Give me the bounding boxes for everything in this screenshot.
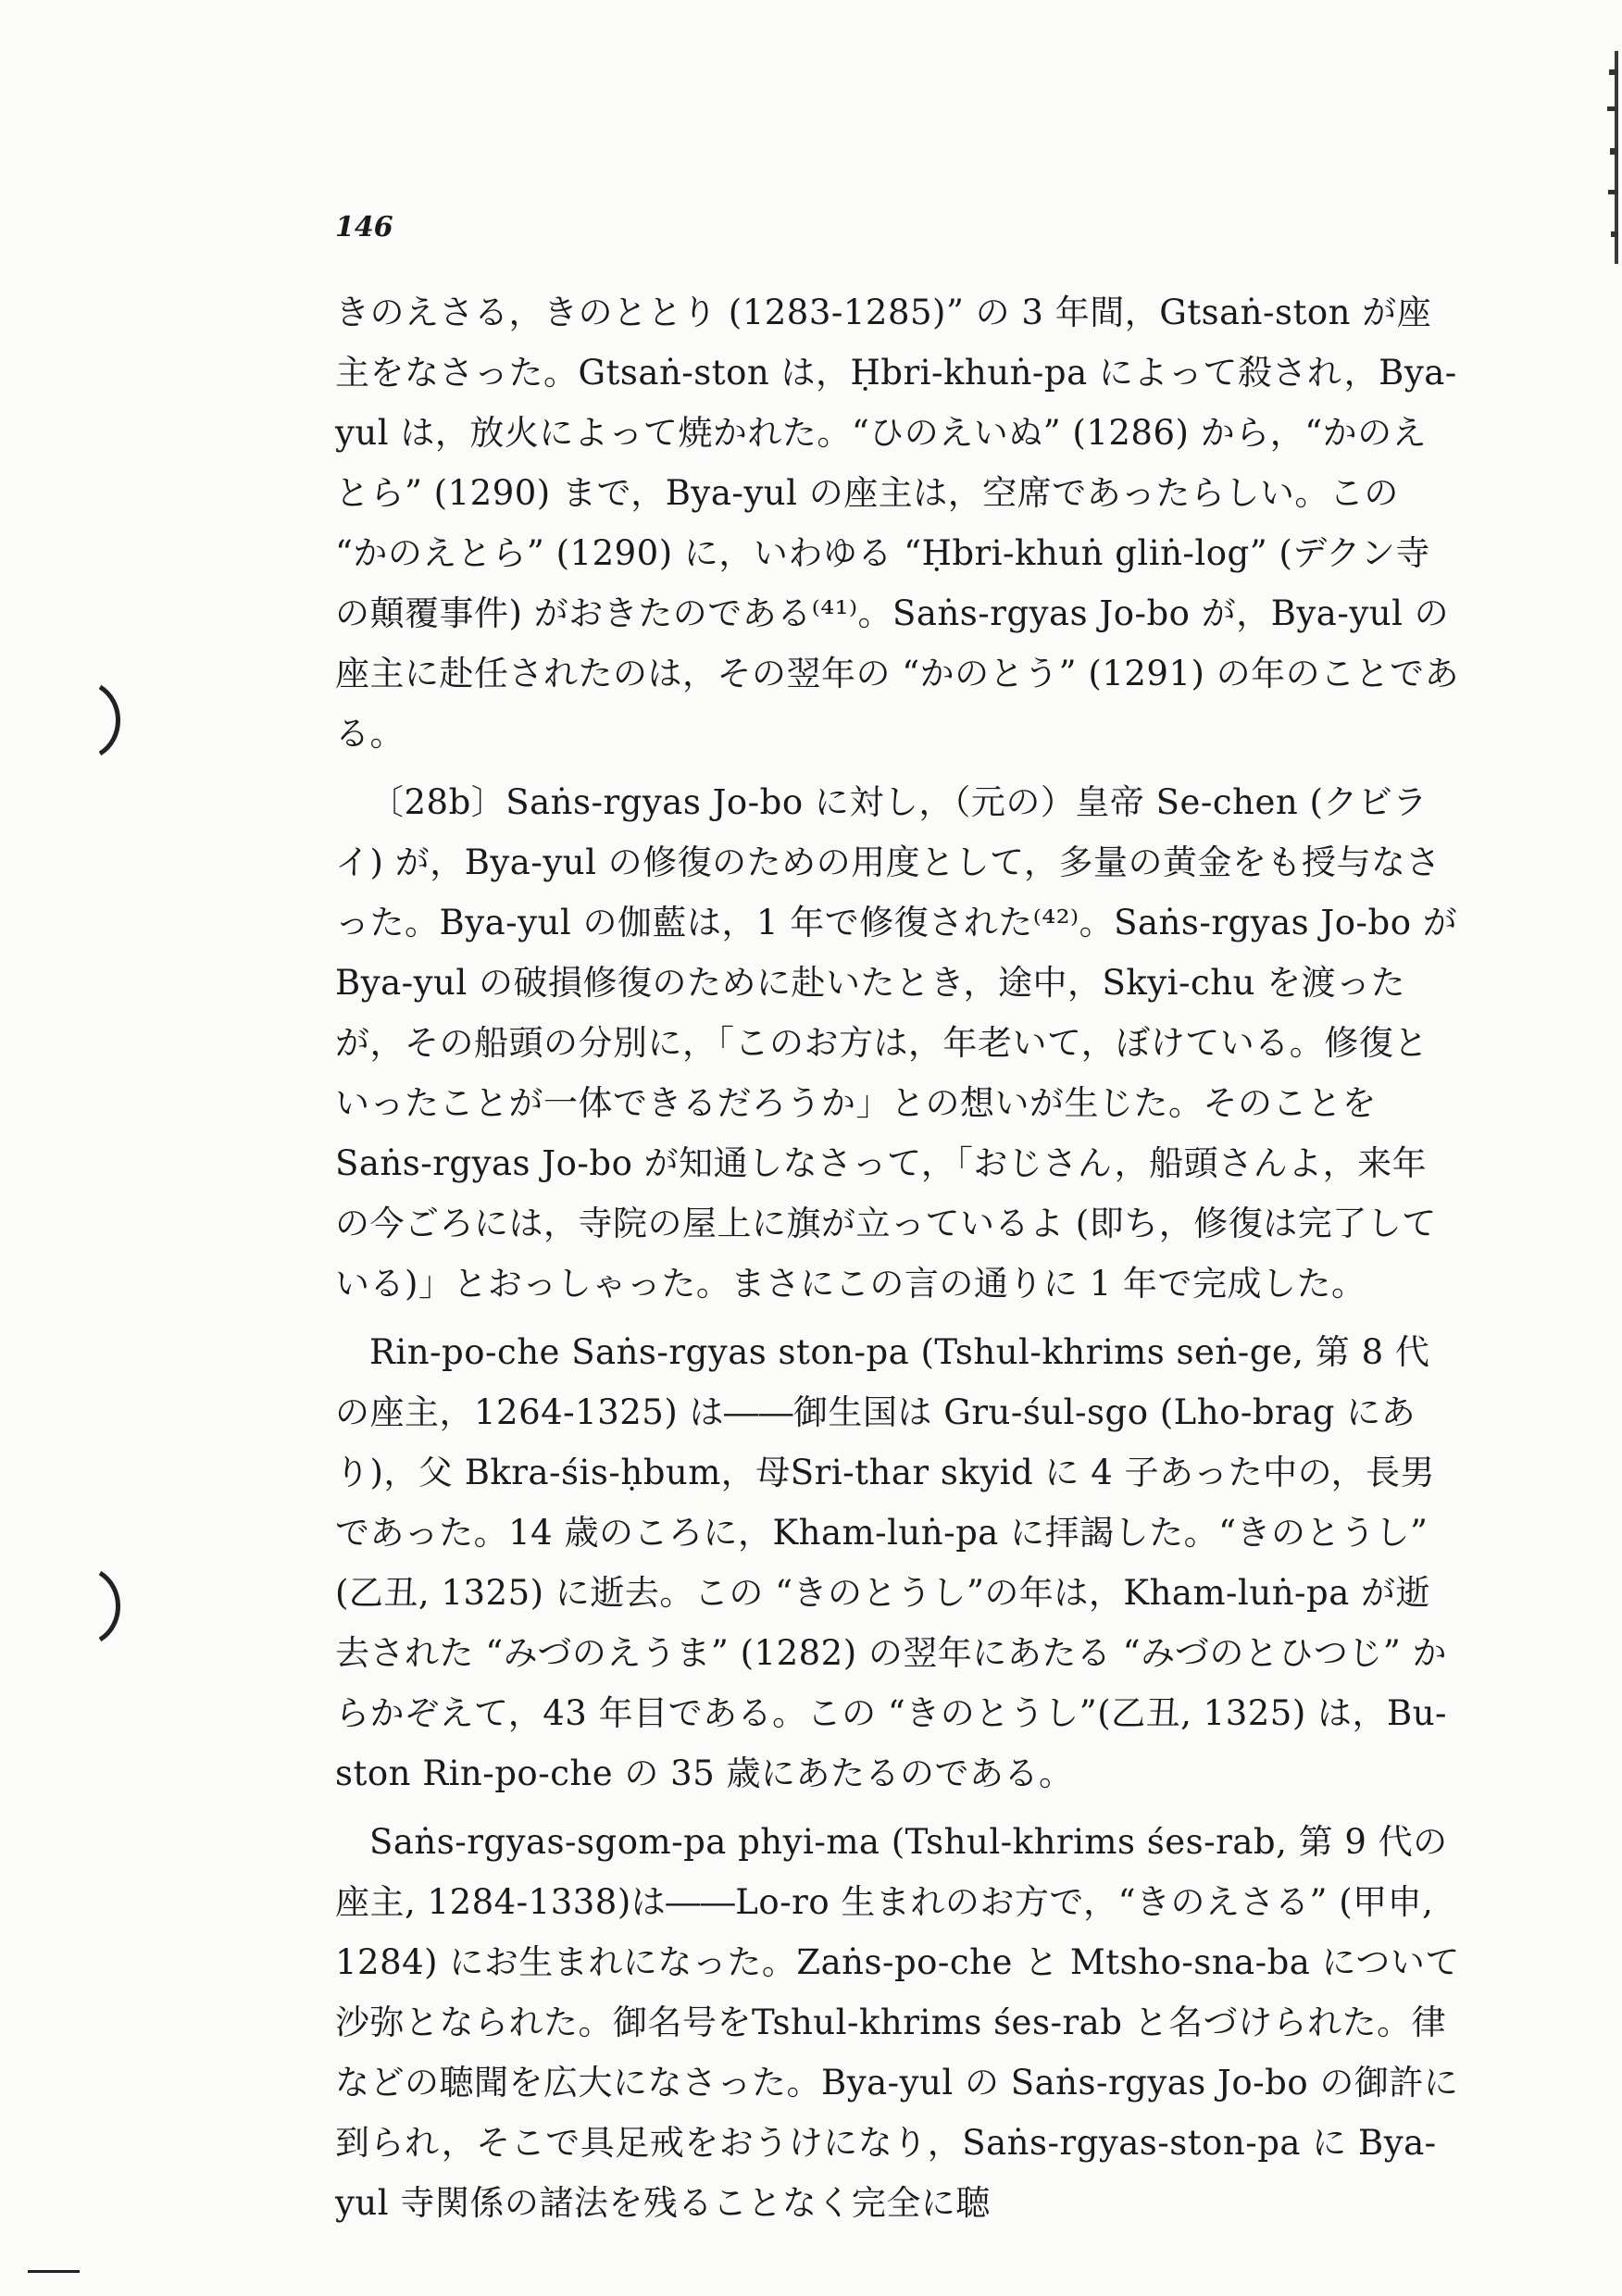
text-line: った。Gtsaṅ-ston は，Ḥbri-khuṅ-pa によって殺され，Bya-yul は，放火に — [335, 353, 1457, 453]
text-line: っているよ (即ち，修復は完了している)」とおっしゃった。まさにこの — [335, 1204, 1437, 1304]
text-line: Bya-yul の座主は，空席であったらしい。この “かのえとら” (1290) に， — [335, 473, 1399, 573]
text-line: いわゆる “Ḥbri-khuṅ gliṅ-log” (デクン寺の顛覆事件) がおきたのである⁽⁴¹⁾。 — [335, 533, 1430, 633]
text-line: の年は，Kham-luṅ-pa が逝去された “みづのえうま” (1282) の翌年にあた — [335, 1573, 1431, 1673]
text-line: 1325) は――御生国は Gru-śul-sgo (Lho-brag にあり)，父 Bkra-śis-ḥbum，母 — [335, 1392, 1416, 1492]
text-line: Sri-thar skyid に 4 子あった中の，長男であった。14 歳のころに，Kham- — [335, 1453, 1436, 1553]
text-line: った。Zaṅs-po-che と Mtsho-sna-ba について沙弥となられた。御名号を — [335, 1942, 1460, 2042]
text-line: Bya-yul の修復のための用度として，多量の黄金をも授与なさった。Bya- — [335, 842, 1441, 942]
paragraph — [335, 1812, 1460, 2233]
text-line: って，「おじさん，船頭さんよ，来年の今ごろには，寺院の屋上に旗が立 — [335, 1143, 1428, 1243]
text-line: yul の伽藍は，1 年で修復された⁽⁴²⁾。Saṅs-rgyas Jo-bo が Bya-yul の破損 — [335, 903, 1458, 1003]
text-line: Bya-yul の Saṅs-rgyas Jo-bo の御許に到られ，そこで具足戒をおうけにな — [335, 2063, 1459, 2163]
text-line: 〔28b〕Saṅs-rgyas Jo-bo に対し，（元の）皇帝 Se-chen (クビライ) が， — [335, 782, 1428, 882]
text-line: とう” (1291) の年のことである。 — [335, 654, 1460, 754]
body-text — [335, 282, 1460, 2241]
paragraph — [335, 1322, 1460, 1803]
text-line: よって焼かれた。“ひのえいぬ” (1286) から，“かのえとら” (1290) まで， — [335, 413, 1428, 513]
paragraph — [335, 772, 1460, 1314]
scan-edge-marks — [1602, 51, 1622, 264]
text-line: 「このお方は，年老いて，ぼけている。修復といったことが一体できるだ — [335, 1023, 1429, 1123]
page-number: 146 — [335, 211, 393, 243]
text-line: 修復のために赴いたとき，途中，Skyi-chu を渡ったが，その船頭の分別に， — [335, 963, 1406, 1063]
binding-mark — [96, 683, 126, 757]
text-line: は――Lo-ro 生まれのお方で，“きのえさる” (甲申, 1284) にお生まれにな — [335, 1882, 1434, 1982]
text-line: 言の通りに 1 年で完成した。 — [904, 1264, 1366, 1304]
paragraph — [335, 282, 1460, 764]
text-line: Saṅs-rgyas-sgom-pa phyi-ma (Tshul-khrims śes-rab, 第 9 代の座主, 1284-1338) — [335, 1822, 1448, 1922]
binding-mark — [96, 1569, 126, 1643]
text-line: きのえさる，きのととり (1283-1285)” の 3 年間，Gtsaṅ-ston が座主をなさ — [335, 293, 1432, 393]
text-line: る “みづのとひつじ” からかぞえて，43 年目である。この “きのとうし” — [335, 1633, 1448, 1733]
text-line: ろうか」との想いが生じた。そのことを Saṅs-rgyas Jo-bo が知通しなさ — [335, 1083, 1377, 1183]
text-line: Tshul-khrims śes-rab と名づけられた。律などの聴聞を広大になさった。 — [335, 2003, 1447, 2103]
text-line: Rin-po-che Saṅs-rgyas ston-pa (Tshul-khrims seṅ-ge, 第 8 代の座主，1264- — [335, 1332, 1430, 1432]
scan-corner-mark — [28, 2268, 80, 2276]
text-line: luṅ-pa に拝謁した。“きのとうし” (乙丑, 1325) に逝去。この “きのとうし” — [335, 1513, 1429, 1613]
text-line: (乙丑, 1325) は，Bu-ston Rin-po-che の 35 歳にあたるのである。 — [335, 1693, 1448, 1793]
text-line: り，Saṅs-rgyas-ston-pa に Bya-yul 寺関係の諸法を残ることなく完全に聴 — [335, 2123, 1437, 2223]
text-line: Saṅs-rgyas Jo-bo が，Bya-yul の座主に赴任されたのは，その翌年の “かの — [335, 593, 1450, 693]
